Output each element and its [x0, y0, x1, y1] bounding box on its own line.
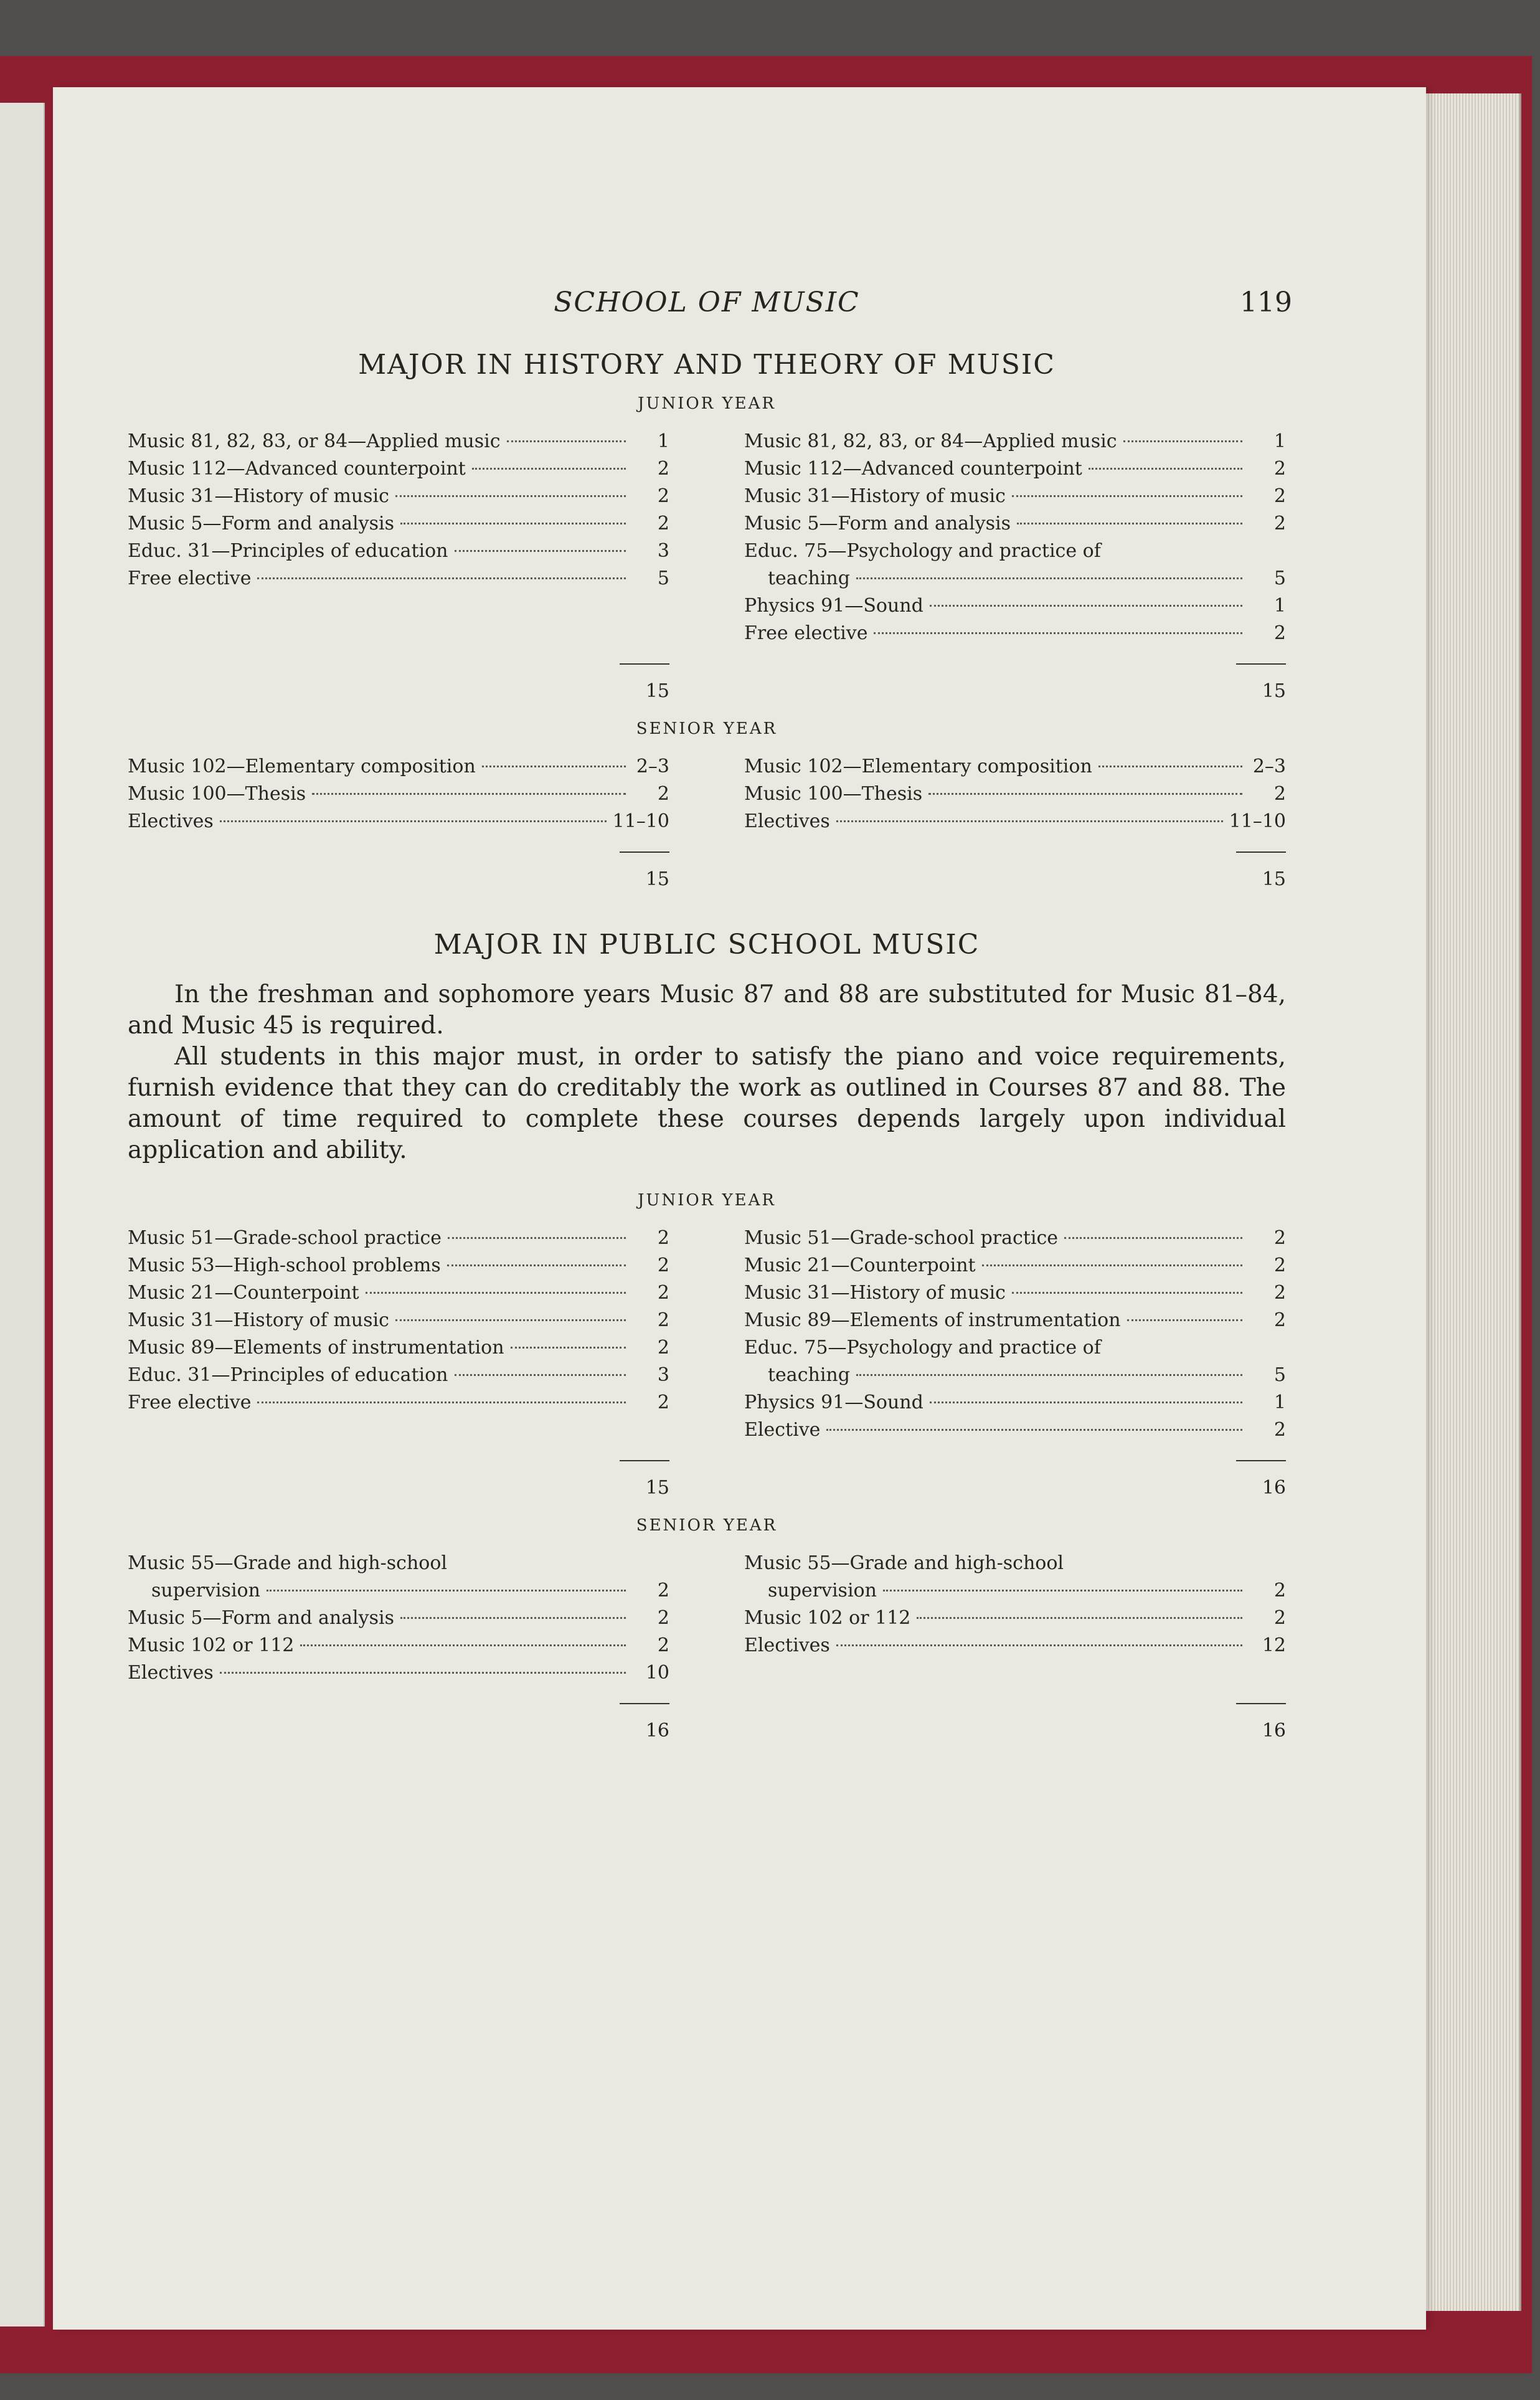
year-heading: JUNIOR YEAR — [637, 394, 776, 413]
credit-hours: 2–3 — [1252, 756, 1286, 777]
course-name: Music 5—Form and analysis — [128, 1607, 394, 1629]
course-row — [128, 1225, 669, 1252]
dot-leader — [455, 550, 626, 552]
dot-leader — [257, 577, 626, 579]
credit-total: 16 — [620, 1703, 669, 1740]
dot-leader — [874, 632, 1242, 634]
credit-total-row — [744, 1703, 1286, 1740]
course-row — [128, 428, 669, 455]
credit-hours: 12 — [1262, 1634, 1286, 1656]
credit-hours: 2 — [1273, 783, 1286, 805]
course-row — [744, 483, 1286, 510]
course-row — [128, 455, 669, 483]
dot-leader — [917, 1617, 1242, 1619]
course-name: Free elective — [744, 622, 868, 644]
course-name: Music 31—History of music — [128, 485, 389, 507]
course-name: Music 102—Elementary composition — [128, 756, 476, 777]
running-head — [128, 287, 1292, 336]
credit-total: 16 — [1236, 1460, 1286, 1497]
course-column-right — [744, 753, 1286, 889]
credit-hours: 1 — [1273, 595, 1286, 617]
course-name: Physics 91—Sound — [744, 1392, 924, 1413]
course-name: Free elective — [128, 1392, 252, 1413]
dot-leader — [1089, 468, 1242, 470]
dot-leader — [220, 820, 607, 822]
course-name: Music 5—Form and analysis — [128, 513, 394, 534]
course-table — [128, 428, 1286, 701]
credit-hours: 2 — [657, 1392, 669, 1413]
credit-hours: 10 — [645, 1662, 669, 1684]
paragraph: In the freshman and sophomore years Music 87 and 88 are substituted for Music 81–84, and Music 45 is required. — [128, 980, 1286, 1040]
course-row-continued — [744, 1362, 1286, 1389]
course-row — [744, 1632, 1286, 1659]
credit-hours: 2 — [657, 1227, 669, 1249]
course-name: Electives — [128, 810, 214, 832]
dot-leader — [826, 1429, 1242, 1431]
credit-total-row — [128, 851, 669, 889]
course-name: Music 5—Form and analysis — [744, 513, 1011, 534]
course-row-continued — [744, 1577, 1286, 1605]
course-name: Music 31—History of music — [744, 1282, 1006, 1304]
credit-hours: 2 — [657, 485, 669, 507]
dot-leader — [1127, 1319, 1242, 1321]
dot-leader — [883, 1590, 1242, 1591]
course-row — [744, 1307, 1286, 1334]
dot-leader — [400, 1617, 626, 1619]
course-row — [128, 1659, 669, 1687]
credit-hours: 2 — [1273, 1309, 1286, 1331]
running-title: SCHOOL OF MUSIC — [554, 287, 860, 318]
year-heading: SENIOR YEAR — [636, 719, 778, 738]
course-row — [744, 1334, 1286, 1362]
section-title-history-theory: MAJOR IN HISTORY AND THEORY OF MUSIC — [358, 349, 1056, 381]
credit-hours: 2–3 — [636, 756, 669, 777]
course-name: Music 102 or 112 — [128, 1634, 295, 1656]
credit-hours: 11–10 — [612, 810, 669, 832]
course-row — [744, 1279, 1286, 1307]
credit-hours: 2 — [657, 783, 669, 805]
course-row — [744, 1550, 1286, 1577]
credit-hours: 2 — [657, 1607, 669, 1629]
course-row — [744, 753, 1286, 780]
credit-hours: 1 — [657, 430, 669, 452]
dot-leader — [930, 605, 1242, 607]
dot-leader — [1123, 440, 1242, 442]
course-column-right — [744, 1225, 1286, 1497]
dot-leader — [856, 577, 1242, 579]
credit-hours: 1 — [1273, 1392, 1286, 1413]
dot-leader — [300, 1644, 626, 1646]
credit-hours: 2 — [657, 1255, 669, 1276]
course-name: Music 55—Grade and high-school — [744, 1552, 1064, 1574]
course-name: Music 102 or 112 — [744, 1607, 911, 1629]
course-name: Music 100—Thesis — [128, 783, 306, 805]
dot-leader — [836, 820, 1223, 822]
course-row — [128, 538, 669, 565]
course-column-left — [128, 753, 669, 889]
course-row — [744, 592, 1286, 620]
dot-leader — [511, 1347, 626, 1349]
course-name: Music 51—Grade-school practice — [128, 1227, 442, 1249]
dot-leader — [267, 1590, 626, 1591]
credit-total: 15 — [1236, 851, 1286, 889]
course-row — [128, 1632, 669, 1659]
credit-total-row — [744, 1460, 1286, 1497]
credit-total: 15 — [620, 851, 669, 889]
course-row — [128, 753, 669, 780]
course-name-continued: supervision — [768, 1580, 877, 1601]
credit-hours: 2 — [657, 1282, 669, 1304]
course-name: Music 51—Grade-school practice — [744, 1227, 1059, 1249]
page-stack-edges — [1420, 93, 1521, 2311]
credit-hours: 2 — [1273, 1282, 1286, 1304]
course-name: Physics 91—Sound — [744, 595, 924, 617]
credit-total-row — [744, 663, 1286, 701]
course-name: Elective — [744, 1419, 821, 1441]
year-heading: JUNIOR YEAR — [637, 1191, 776, 1210]
course-row — [744, 455, 1286, 483]
course-table — [128, 753, 1286, 889]
dot-leader — [1064, 1237, 1242, 1239]
credit-total: 15 — [1236, 663, 1286, 701]
dot-leader — [447, 1264, 626, 1266]
credit-hours: 2 — [1273, 458, 1286, 480]
course-name: Music 55—Grade and high-school — [128, 1552, 447, 1574]
dot-leader — [257, 1402, 626, 1403]
course-row — [128, 1550, 669, 1577]
course-name: Electives — [128, 1662, 214, 1684]
credit-hours: 2 — [1273, 1580, 1286, 1601]
book-page — [53, 87, 1426, 2330]
year-heading: SENIOR YEAR — [636, 1516, 778, 1535]
course-column-right — [744, 428, 1286, 701]
course-name: Music 112—Advanced counterpoint — [128, 458, 466, 480]
course-name: Electives — [744, 810, 830, 832]
credit-hours: 3 — [657, 1364, 669, 1386]
course-row — [128, 510, 669, 538]
credit-total-row — [128, 1703, 669, 1740]
course-name: Music 31—History of music — [744, 485, 1006, 507]
credit-hours: 2 — [1273, 1255, 1286, 1276]
course-row — [128, 780, 669, 808]
course-name: Educ. 75—Psychology and practice of — [744, 1337, 1101, 1359]
credit-hours: 2 — [657, 513, 669, 534]
course-row — [128, 1362, 669, 1389]
dot-leader — [395, 1319, 626, 1321]
course-name: Music 89—Elements of instrumentation — [128, 1337, 504, 1359]
course-row — [744, 1389, 1286, 1416]
credit-hours: 2 — [657, 1309, 669, 1331]
credit-total-row — [128, 1460, 669, 1497]
credit-hours: 5 — [657, 567, 669, 589]
dot-leader — [930, 1402, 1242, 1403]
credit-hours: 2 — [1273, 622, 1286, 644]
course-name: Music 81, 82, 83, or 84—Applied music — [744, 430, 1117, 452]
dot-leader — [982, 1264, 1242, 1266]
dot-leader — [448, 1237, 626, 1239]
credit-hours: 2 — [657, 458, 669, 480]
credit-total-row — [744, 851, 1286, 889]
dot-leader — [482, 766, 626, 767]
course-name: Music 89—Elements of instrumentation — [744, 1309, 1121, 1331]
credit-hours: 2 — [657, 1337, 669, 1359]
facing-page-edge — [0, 103, 45, 2326]
dot-leader — [400, 523, 626, 524]
credit-hours: 2 — [1273, 513, 1286, 534]
page-content — [128, 287, 1292, 1742]
dot-leader — [1012, 1292, 1242, 1294]
course-name: Music 31—History of music — [128, 1309, 389, 1331]
course-row — [744, 1416, 1286, 1444]
course-row-continued — [744, 565, 1286, 592]
dot-leader — [836, 1644, 1242, 1646]
course-row — [744, 1225, 1286, 1252]
course-table — [128, 1550, 1286, 1740]
credit-hours: 11–10 — [1229, 810, 1286, 832]
course-row — [744, 428, 1286, 455]
section-title-public-school: MAJOR IN PUBLIC SCHOOL MUSIC — [433, 929, 980, 960]
course-name-continued: supervision — [151, 1580, 260, 1601]
course-name: Music 112—Advanced counterpoint — [744, 458, 1082, 480]
course-name: Educ. 75—Psychology and practice of — [744, 540, 1101, 562]
credit-total: 15 — [620, 663, 669, 701]
paragraph: All students in this major must, in order to satisfy the piano and voice requirements, furnish evidence that they can do creditably the work as outlined in Courses 87 and 88. The amount of time required to complete these courses depends largely upon individual application and ability. — [128, 1043, 1286, 1164]
course-name: Free elective — [128, 567, 252, 589]
course-row — [128, 808, 669, 835]
course-name: Educ. 31—Principles of education — [128, 540, 448, 562]
course-name: Music 21—Counterpoint — [128, 1282, 359, 1304]
course-row — [128, 1307, 669, 1334]
course-row — [744, 510, 1286, 538]
dot-leader — [455, 1374, 626, 1376]
credit-hours: 2 — [1273, 1607, 1286, 1629]
course-row — [744, 538, 1286, 565]
dot-leader — [928, 793, 1242, 795]
dot-leader — [220, 1672, 626, 1674]
course-row — [128, 1389, 669, 1416]
credit-hours: 2 — [1273, 485, 1286, 507]
dot-leader — [312, 793, 626, 795]
course-row — [128, 1334, 669, 1362]
credit-hours: 1 — [1273, 430, 1286, 452]
course-row-continued — [128, 1577, 669, 1605]
course-name: Music 53—High-school problems — [128, 1255, 441, 1276]
dot-leader — [1098, 766, 1242, 767]
course-row — [744, 808, 1286, 835]
course-name-continued: teaching — [768, 567, 850, 589]
course-row — [128, 565, 669, 592]
credit-hours: 2 — [1273, 1419, 1286, 1441]
credit-total: 15 — [620, 1460, 669, 1497]
dot-leader — [856, 1374, 1242, 1376]
course-row — [744, 780, 1286, 808]
course-column-left — [128, 1225, 669, 1497]
credit-hours: 5 — [1273, 1364, 1286, 1386]
course-row — [744, 1605, 1286, 1632]
course-column-right — [744, 1550, 1286, 1740]
course-column-left — [128, 1550, 669, 1740]
credit-total: 16 — [1236, 1703, 1286, 1740]
dot-leader — [1012, 495, 1242, 497]
course-name: Music 81, 82, 83, or 84—Applied music — [128, 430, 501, 452]
credit-hours: 5 — [1273, 567, 1286, 589]
dot-leader — [1017, 523, 1242, 524]
page-number: 119 — [1240, 287, 1292, 318]
dot-leader — [366, 1292, 626, 1294]
course-row — [128, 483, 669, 510]
course-name: Music 102—Elementary composition — [744, 756, 1092, 777]
course-name-continued: teaching — [768, 1364, 850, 1386]
course-row — [744, 1252, 1286, 1279]
course-name: Music 21—Counterpoint — [744, 1255, 976, 1276]
credit-hours: 2 — [657, 1634, 669, 1656]
course-row — [128, 1605, 669, 1632]
credit-hours: 2 — [1273, 1227, 1286, 1249]
course-name: Electives — [744, 1634, 830, 1656]
credit-hours: 2 — [657, 1580, 669, 1601]
dot-leader — [472, 468, 626, 470]
course-table — [128, 1225, 1286, 1497]
credit-total-row — [128, 663, 669, 701]
dot-leader — [507, 440, 626, 442]
course-name: Educ. 31—Principles of education — [128, 1364, 448, 1386]
dot-leader — [395, 495, 626, 497]
course-row — [744, 620, 1286, 647]
credit-hours: 3 — [657, 540, 669, 562]
course-row — [128, 1279, 669, 1307]
course-column-left — [128, 428, 669, 701]
course-name: Music 100—Thesis — [744, 783, 923, 805]
course-row — [128, 1252, 669, 1279]
